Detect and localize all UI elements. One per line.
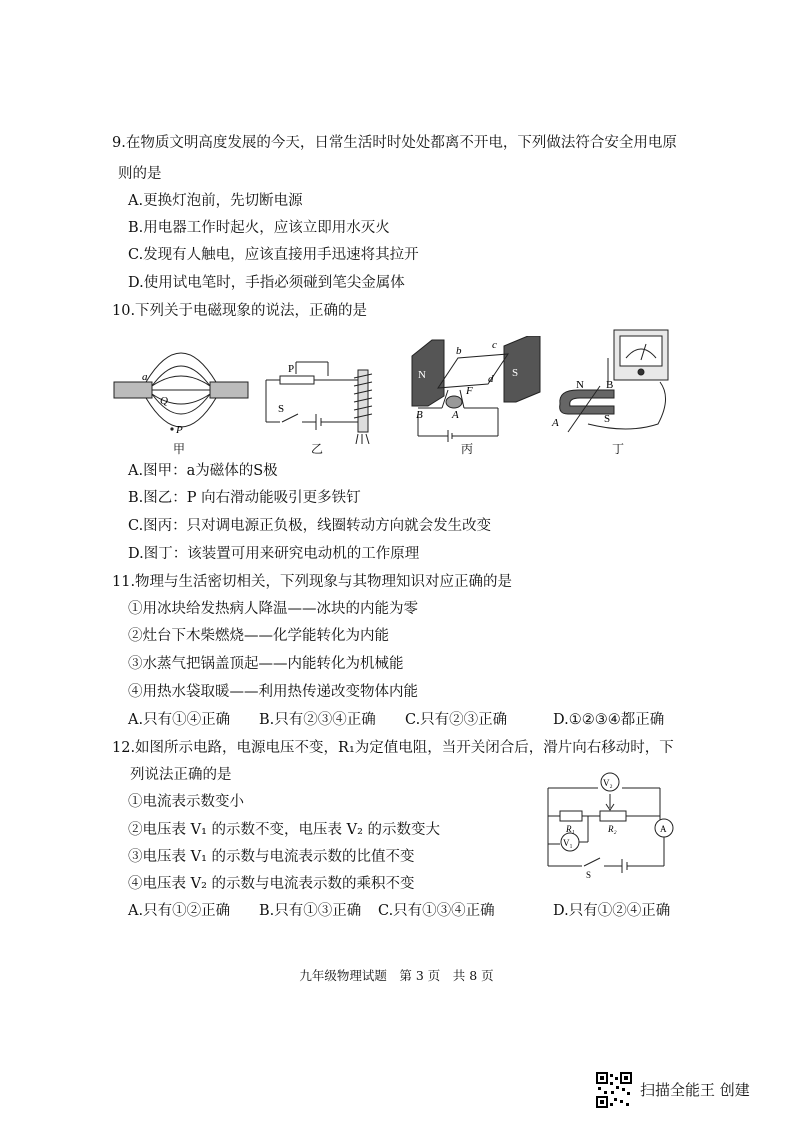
q12-option-a: A.只有①②正确 <box>128 903 231 919</box>
q12-option-b: B.只有①③正确 <box>259 903 362 919</box>
label-switch: S <box>586 870 592 880</box>
q12-statement-4: ④电压表 V₂ 的示数与电流表示数的乘积不变 <box>128 876 415 892</box>
q9-stem-line2: 则的是 <box>118 166 162 182</box>
q11-statement-4: ④用热水袋取暖——利用热传递改变物体内能 <box>128 684 418 700</box>
q11-option-b: B.只有②③④正确 <box>259 712 376 728</box>
watermark-text: 扫描全能王 创建 <box>640 1081 750 1099</box>
label-v2: V₂ <box>603 778 613 788</box>
q12-stem-line1: 12.如图所示电路，电源电压不变，R₁为定值电阻，当开关闭合后，滑片向右移动时，下 <box>112 740 674 756</box>
q12-statement-3: ③电压表 V₁ 的示数与电流表示数的比值不变 <box>128 849 415 865</box>
label-d: d <box>488 373 494 385</box>
q11-statement-3: ③水蒸气把锅盖顶起——内能转化为机械能 <box>128 656 404 672</box>
label-s: S <box>278 403 285 415</box>
figure-ding-generator <box>548 328 672 440</box>
q9-stem-line1: 9.在物质文明高度发展的今天，日常生活时时处处都离不开电，下列做法符合安全用电原 <box>112 135 677 151</box>
caption-ding: 丁 <box>612 442 625 456</box>
label-v1: V₁ <box>563 838 573 848</box>
label-p: P <box>176 424 183 436</box>
q10-stem: 10.下列关于电磁现象的说法，正确的是 <box>112 303 368 319</box>
label-s: S <box>604 413 611 425</box>
caption-jia: 甲 <box>173 442 186 456</box>
figure-bing-motor <box>408 336 544 442</box>
caption-yi: 乙 <box>311 442 324 456</box>
label-ammeter: A <box>660 824 667 834</box>
q12-stem-line2: 列说法正确的是 <box>130 767 232 783</box>
label-c: c <box>492 339 497 351</box>
label-r2: R₂ <box>608 824 617 834</box>
q10-option-c: C.图丙：只对调电源正负极，线圈转动方向就会发生改变 <box>128 518 492 534</box>
q11-statement-2: ②灶台下木柴燃烧——化学能转化为内能 <box>128 628 389 644</box>
q11-stem: 11.物理与生活密切相关，下列现象与其物理知识对应正确的是 <box>112 574 513 590</box>
figure-q12-circuit <box>542 770 682 880</box>
caption-bing: 丙 <box>461 442 474 456</box>
q11-option-a: A.只有①④正确 <box>128 712 231 728</box>
label-a: A <box>552 417 559 429</box>
scanner-watermark <box>596 1072 776 1108</box>
label-n: N <box>576 379 584 391</box>
label-b-brush: B <box>416 409 423 421</box>
label-a: a <box>142 371 148 383</box>
q12-option-d: D.只有①②④正确 <box>553 903 671 919</box>
qr-code-icon <box>596 1072 632 1108</box>
q12-option-c: C.只有①③④正确 <box>378 903 495 919</box>
figure-jia-bar-magnets <box>112 342 252 442</box>
q10-option-d: D.图丁：该装置可用来研究电动机的工作原理 <box>128 546 420 562</box>
label-r1: R₁ <box>566 824 575 834</box>
q9-option-b: B.用电器工作时起火，应该立即用水灭火 <box>128 220 390 236</box>
q11-option-c: C.只有②③正确 <box>405 712 508 728</box>
label-q: Q <box>160 395 168 407</box>
figure-yi-electromagnet <box>258 352 378 444</box>
label-b: b <box>456 345 462 357</box>
q11-statement-1: ①用冰块给发热病人降温——冰块的内能为零 <box>128 601 418 617</box>
label-n: N <box>418 369 426 381</box>
q9-option-a: A.更换灯泡前，先切断电源 <box>128 193 303 209</box>
q12-statement-2: ②电压表 V₁ 的示数不变，电压表 V₂ 的示数变大 <box>128 822 441 838</box>
label-p: P <box>288 363 295 375</box>
label-b: B <box>606 379 614 391</box>
q10-option-a: A.图甲：a为磁体的S极 <box>128 463 278 479</box>
q12-statement-1: ①电流表示数变小 <box>128 794 244 810</box>
q9-option-d: D.使用试电笔时，手指必须碰到笔尖金属体 <box>128 275 405 291</box>
q10-option-b: B.图乙：P 向右滑动能吸引更多铁钉 <box>128 490 361 506</box>
label-s: S <box>512 367 519 379</box>
q11-option-d: D.①②③④都正确 <box>553 712 665 728</box>
page-footer: 九年级物理试题 第 3 页 共 8 页 <box>299 968 494 983</box>
q9-option-c: C.发现有人触电，应该直接用手迅速将其拉开 <box>128 247 419 263</box>
label-a-brush: A <box>452 409 459 421</box>
label-f: F <box>466 385 473 397</box>
